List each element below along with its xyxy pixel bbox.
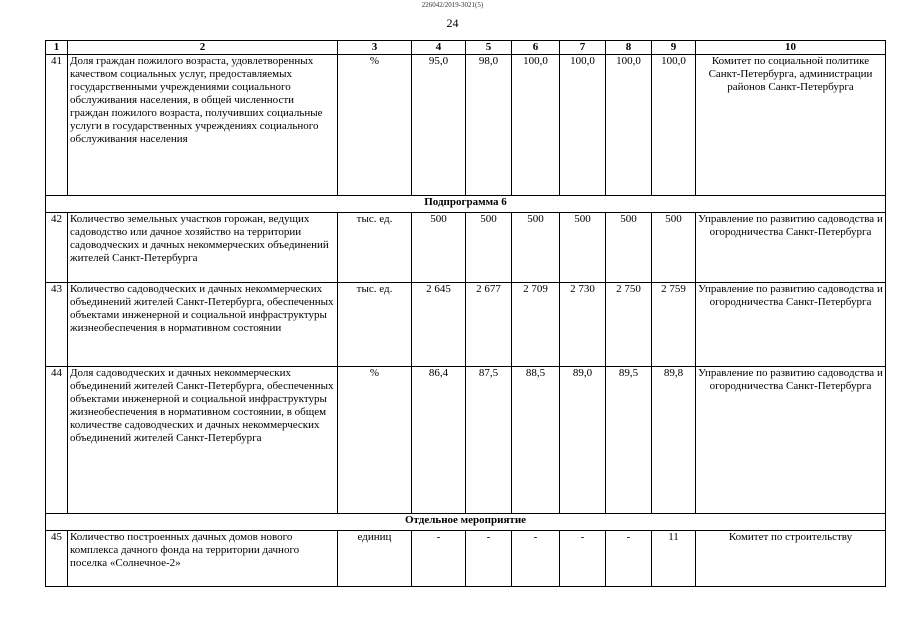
unit-cell: % [338,367,412,514]
indicator-description: Количество садоводческих и дачных некоммерческих объединений жителей Санкт-Петербурга, обеспеченных объектами инженерной и социальной инфраструктуры жизнеобеспечения в нормативном состоянии [68,283,338,367]
value-cell: 100,0 [560,55,606,196]
responsible-org: Управление по развитию садоводства и огородничества Санкт-Петербурга [696,213,886,283]
unit-cell: % [338,55,412,196]
value-cell: - [560,531,606,587]
indicator-description: Доля граждан пожилого возраста, удовлетворенных качеством социальных услуг, предоставляемых государственными учреждениями социального обслуживания населения, в общей численности граждан пожилого возраста, получивших социальные услуги в государственных учреждениях социального обслуживания населения [68,55,338,196]
section-title: Отдельное мероприятие [46,514,886,531]
document-id: 226042/2019-3021(5) [421,1,484,9]
table-row [46,531,886,587]
value-cell: 500 [560,213,606,283]
value-cell: 87,5 [466,367,512,514]
page-number: 24 [446,16,459,30]
value-cell: 100,0 [652,55,696,196]
value-cell: 95,0 [412,55,466,196]
value-cell: 86,4 [412,367,466,514]
row-number: 44 [46,367,68,514]
column-header: 9 [652,41,696,55]
value-cell: 2 750 [606,283,652,367]
value-cell: 2 645 [412,283,466,367]
column-header: 4 [412,41,466,55]
row-number: 43 [46,283,68,367]
value-cell: 100,0 [606,55,652,196]
value-cell: 2 759 [652,283,696,367]
responsible-org: Управление по развитию садоводства и огородничества Санкт-Петербурга [696,283,886,367]
value-cell: 500 [466,213,512,283]
row-number: 42 [46,213,68,283]
section-row [46,196,886,213]
value-cell: - [606,531,652,587]
unit-cell: единиц [338,531,412,587]
responsible-org: Комитет по социальной политике Санкт-Петербурга, администрации районов Санкт-Петербурга [696,55,886,196]
column-header: 2 [68,41,338,55]
value-cell: 500 [606,213,652,283]
value-cell: 88,5 [512,367,560,514]
row-number: 45 [46,531,68,587]
table-header-row [46,41,886,55]
value-cell: 98,0 [466,55,512,196]
value-cell: 2 677 [466,283,512,367]
value-cell: 89,8 [652,367,696,514]
table-row [46,213,886,283]
section-title: Подпрограмма 6 [46,196,886,213]
value-cell: - [412,531,466,587]
indicators-table [45,40,886,587]
column-header: 8 [606,41,652,55]
column-header: 10 [696,41,886,55]
value-cell: 89,5 [606,367,652,514]
column-header: 1 [46,41,68,55]
value-cell: 500 [652,213,696,283]
value-cell: 2 709 [512,283,560,367]
value-cell: 500 [412,213,466,283]
value-cell: 11 [652,531,696,587]
indicator-description: Доля садоводческих и дачных некоммерческих объединений жителей Санкт-Петербурга, обеспеченных объектами инженерной и социальной инфраструктуры жизнеобеспечения в нормативном состоянии, в общем количестве садоводческих и дачных некоммерческих объединений жителей Санкт-Петербурга [68,367,338,514]
value-cell: 2 730 [560,283,606,367]
section-row [46,514,886,531]
value-cell: 100,0 [512,55,560,196]
column-header: 3 [338,41,412,55]
table-row [46,283,886,367]
responsible-org: Управление по развитию садоводства и огородничества Санкт-Петербурга [696,367,886,514]
column-header: 7 [560,41,606,55]
responsible-org: Комитет по строительству [696,531,886,587]
indicator-description: Количество земельных участков горожан, ведущих садоводство или дачное хозяйство на территории садоводческих и дачных некоммерческих объединений жителей Санкт-Петербурга [68,213,338,283]
column-header: 5 [466,41,512,55]
unit-cell: тыс. ед. [338,213,412,283]
row-number: 41 [46,55,68,196]
value-cell: - [512,531,560,587]
column-header: 6 [512,41,560,55]
indicator-description: Количество построенных дачных домов нового комплекса дачного фонда на территории дачного поселка «Солнечное-2» [68,531,338,587]
value-cell: - [466,531,512,587]
value-cell: 89,0 [560,367,606,514]
unit-cell: тыс. ед. [338,283,412,367]
table-row [46,367,886,514]
value-cell: 500 [512,213,560,283]
table-row [46,55,886,196]
